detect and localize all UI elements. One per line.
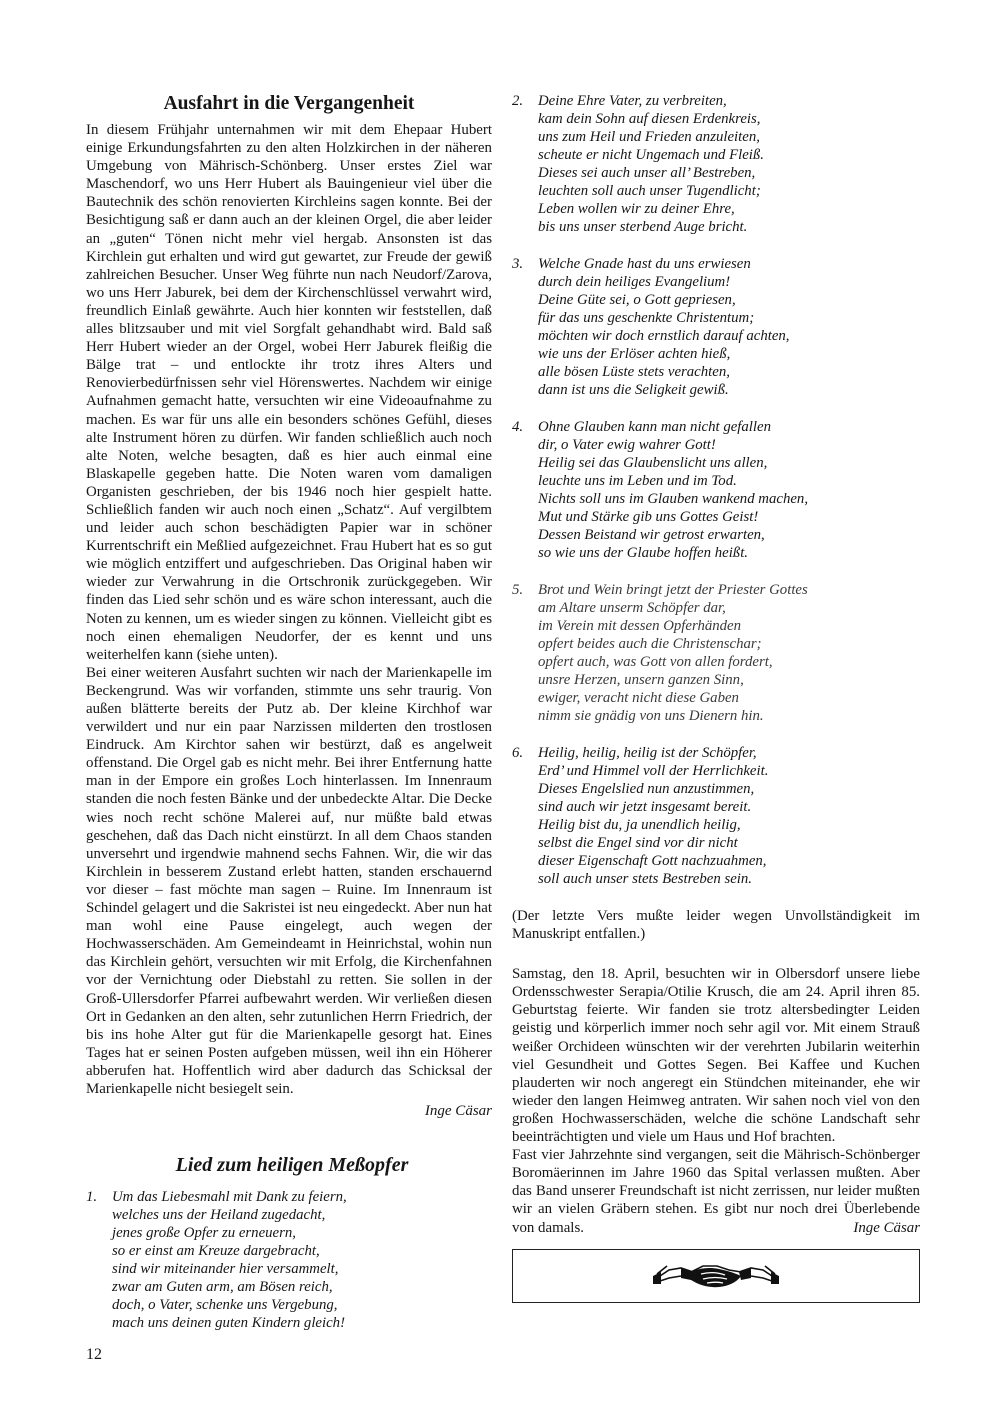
ornament-box <box>512 1249 920 1303</box>
verse-line: Brot und Wein bringt jetzt der Priester Gottes <box>538 582 808 598</box>
hymn-verse <box>512 744 920 888</box>
verse-line: möchten wir doch ernstlich darauf achten, <box>538 328 790 344</box>
verse-line: sind auch wir jetzt insgesamt bereit. <box>538 799 752 815</box>
verse-line: jenes große Opfer zu erneuern, <box>112 1225 296 1242</box>
left-column <box>86 92 492 1350</box>
hymn-verse <box>512 92 920 236</box>
verse-line: nimm sie gnädig von uns Dienern hin. <box>538 708 764 724</box>
verse-line: opfert beides auch die Christenschar; <box>538 636 762 652</box>
verse-line: dir, o Vater ewig wahrer Gott! <box>538 437 716 453</box>
handshake-icon <box>651 1254 781 1298</box>
verse-line: Heilig bist du, ja unendlich heilig, <box>538 817 741 833</box>
hymn-note: (Der letzte Vers mußte leider wegen Unvollständigkeit im Manuskript entfallen.) <box>512 908 920 943</box>
verse-line: Um das Liebesmahl mit Dank zu feiern, <box>112 1189 347 1206</box>
article-paragraph: Bei einer weiteren Ausfahrt suchten wir nach der Marienkapelle im Beckengrund. Was wir vorfanden, stimmte uns sehr traurig. Von außen blätterte bereits der Putz ab. Der kleine Kirchhof war verwildert und nur ein paar Narzissen milderten den trostlosen Eindruck. Am Kirchtor sahen wir bestürzt, daß es angelweit offenstand. Die Orgel gab es nicht mehr. Bei ihrer Entfernung hatte man in der Empore ein großes Loch hinterlassen. Im Innenraum standen die noch festen Bänke und der unbedeckte Altar. Die Decke wies noch recht schöne Malerei auf, nur müßte bald etwas geschehen, daß das Dach nicht einstürzt. In all dem Chaos standen unversehrt und irgendwie mahnend sechs Fahnen. Wir, die wir das Kirchlein in besserem Zustand erlebt hatten, standen erschauernd vor dieser – fast möchte man sagen – Ruine. Im Innenraum ist Schindel gelagert und die Sakristei ist neu eingedeckt. Aber nun hat man wohl eine Pause eingelegt, auch wegen der Hochwasserschäden. Am Gemeindeamt in Heinrichstal, wohin nun das Kirchlein gehört, versuchten wir mit Erfolg, die Kirchenfahnen vor der Vernichtung oder Diebstahl zu retten. Sie sollen in der Groß-Ullersdorfer Pfarrei aufbewahrt werden. Wir verließen diesen Ort in Gedanken an den alten, sehr zutunlichen Herrn Friedrich, der bis ins hohe Alter gut für die Marienkapelle gesorgt hat. Eines Tages hat er seinen Posten aufgeben müssen, weil ihn ein Höherer abberufen hat. Hoffentlich wird aber dadurch das Schicksal der Marienkapelle nicht besiegelt sein. <box>86 664 492 1097</box>
verse-number: 6. <box>512 745 524 761</box>
verse-line: alle bösen Lüste stets verachten, <box>538 364 730 380</box>
verse-number: 4. <box>512 419 524 435</box>
verse-line: Dessen Beistand wir getrost erwarten, <box>538 527 765 543</box>
hymn-verse <box>512 418 920 562</box>
verse-line: zwar am Guten arm, am Bösen reich, <box>112 1279 333 1296</box>
right-column <box>512 92 920 1303</box>
verse-line: opfert auch, was Gott von allen fordert, <box>538 654 773 670</box>
article-title: Ausfahrt in die Vergangenheit <box>163 93 415 114</box>
verse-line: leuchte uns im Leben und im Tod. <box>538 473 737 489</box>
verse-line: im Verein mit dessen Opferhänden <box>538 618 742 634</box>
verse-line: Dieses sei auch unser all’ Bestreben, <box>538 165 756 181</box>
birthday-author: Inge Cäsar <box>853 1219 920 1236</box>
verse-line: Erd’ und Himmel voll der Herrlichkeit. <box>538 763 769 779</box>
verse-line: durch dein heiliges Evangelium! <box>538 274 731 290</box>
birthday-paragraph: Samstag, den 18. April, besuchten wir in Olbersdorf unsere liebe Ordensschwester Serapia/Otilie Krusch, die am 24. April ihren 85. Geburtstag feierte. Wir fanden sie trotz altersbedingter Leiden geistig und körperlich immer noch sehr agil vor. Mit einem Strauß weißer Orchideen wünschten wir der verehrten Jubilarin weiterhin viel Gesundheit und Gottes Segen. Bei Kaffee und Kuchen plauderten wir noch angeregt ein Stündchen miteinander, ehe wir wieder den langen Heimweg antraten. Wir sahen noch viel von den großen Hochwasserschäden, welche die schöne Landschaft sehr beeinträchtigten und viele um Haus und Hof brachten. <box>512 966 920 1146</box>
birthday-paragraph <box>512 1146 920 1236</box>
hymn-verse <box>86 1188 492 1332</box>
verse-line: so wie uns der Glaube hoffen heißt. <box>538 545 749 561</box>
verse-line: leuchten soll auch unser Tugendlicht; <box>538 183 761 199</box>
verse-line: Mut und Stärke gib uns Gottes Geist! <box>538 509 759 525</box>
verse-line: Ohne Glauben kann man nicht gefallen <box>538 419 772 435</box>
verse-line: so er einst am Kreuze dargebracht, <box>112 1243 320 1260</box>
verse-line: sind wir miteinander hier versammelt, <box>112 1261 339 1278</box>
verse-line: soll auch unser stets Bestreben sein. <box>538 871 752 887</box>
verse-line: uns zum Heil und Frieden anzuleiten, <box>538 129 760 145</box>
verse-line: Dieses Engelslied nun anzustimmen, <box>538 781 755 797</box>
hymn-title: Lied zum heiligen Meßopfer <box>175 1154 409 1177</box>
verse-line: dieser Eigenschaft Gott nachzuahmen, <box>538 853 767 869</box>
verse-number: 2. <box>512 93 524 109</box>
verse-line: wie uns der Erlöser achten hieß, <box>538 346 731 362</box>
verse-number: 1. <box>86 1189 98 1206</box>
verse-number: 3. <box>512 256 524 272</box>
verse-line: welches uns der Heiland zugedacht, <box>112 1207 326 1224</box>
verse-line: bis uns unser sterbend Auge bricht. <box>538 219 748 235</box>
article-author: Inge Cäsar <box>424 1103 492 1120</box>
verse-line: Deine Güte sei, o Gott gepriesen, <box>538 292 736 308</box>
verse-line: scheute er nicht Ungemach und Fleiß. <box>538 147 764 163</box>
verse-line: dann ist uns die Seligkeit gewiß. <box>538 382 729 398</box>
verse-line: Nichts soll uns im Glauben wankend machen, <box>538 491 809 507</box>
verse-number: 5. <box>512 582 524 598</box>
verse-line: mach uns deinen guten Kindern gleich! <box>112 1315 346 1332</box>
page-number: 12 <box>86 1346 102 1363</box>
verse-line: doch, o Vater, schenke uns Vergebung, <box>112 1297 338 1314</box>
verse-line: am Altare unserm Schöpfer dar, <box>538 600 726 616</box>
verse-line: Heilig, heilig, heilig ist der Schöpfer, <box>538 745 757 761</box>
verse-line: Heilig sei das Glaubenslicht uns allen, <box>538 455 768 471</box>
verse-line: ewiger, veracht nicht diese Gaben <box>538 690 739 706</box>
verse-line: unsre Herzen, unsern ganzen Sinn, <box>538 672 744 688</box>
birthday-paragraph-text: Fast vier Jahrzehnte sind vergangen, seit die Mährisch-Schönberger Boromäerinnen im Jahre 1960 das Spital verlassen mußten. Aber das Band unserer Freundschaft ist nicht zerrissen, nur leider mußten wir an vielen Gräbern stehen. Es gibt nur noch drei Überlebende von damals. <box>512 1147 920 1236</box>
verse-line: Deine Ehre Vater, zu verbreiten, <box>538 93 727 109</box>
verse-line: Welche Gnade hast du uns erwiesen <box>538 256 751 272</box>
verse-line: kam dein Sohn auf diesen Erdenkreis, <box>538 111 761 127</box>
verse-line: selbst die Engel sind vor dir nicht <box>538 835 738 851</box>
verse-line: Leben wollen wir zu deiner Ehre, <box>538 201 735 217</box>
hymn-verse <box>512 581 920 725</box>
hymn-verse <box>512 255 920 399</box>
verse-line: für das uns geschenkte Christentum; <box>538 310 755 326</box>
article-paragraph: In diesem Frühjahr unternahmen wir mit dem Ehepaar Hubert einige Erkundungsfahrten zu den alten Holzkirchen in der näheren Umgebung von Mährisch-Schönberg. Unser erstes Ziel war Maschendorf, wo uns Herr Hubert als Bauingenieur viel über die Bautechnik des schön renovierten Kirchleins sagen konnte. Bei der Besichtigung saß er dann auch an der kleinen Orgel, die aber leider an „guten“ Tönen nicht mehr viel hergab. Ansonsten ist das Kirchlein gut erhalten und wird gut gewartet, zur Freude der gewiß zahlreichen Besucher. Unser Weg führte nun nach Neudorf/Zarova, wo uns Herr Jaburek, bei dem der Kirchenschlüssel verwahrt wird, freundlich Einlaß gewährte. Auch hier konnten wir feststellen, daß alles blitzsauber und mit viel Sorgfalt gehandhabt wird. Bald saß Herr Hubert wieder an der Orgel, wobei Herr Jaburek fleißig die Bälge trat – und entlockte ihr trotz ihres Alters und Renovierbedürfnissen sehr viel Hörenswertes. Nachdem wir einige Aufnahmen gemacht hatte, versuchten wir eine Videoaufnahme zu machen. Es war für uns alle ein besonders schönes Gefühl, dieses alte Instrument hören zu dürfen. Wir fanden schließlich auch noch alte Noten, welche besagten, daß es hier auch einmal eine Blaskapelle gegeben hatte. Die Noten waren vom damaligen Organisten geschrieben, der bis 1946 noch hier gespielt hatte. Schließlich fanden wir auch noch einen „Schatz“. Auf vergilbtem und leider auch schon beschädigten Papier war in schöner Kurrentschrift ein Meßlied aufgezeichnet. Frau Hubert hat es so gut wie möglich entziffert und aufgeschrieben. Das Original haben wir wieder zur Verwahrung in die Ortschronik zurückgegeben. Wir finden das Lied sehr schön und es wäre schon interessant, auch die Noten zu kennen, um es wieder singen zu können. Vielleicht gibt es noch einen ehemaligen Neudorfer, der es kennt und uns weiterhelfen kann (siehe unten). <box>86 122 492 663</box>
